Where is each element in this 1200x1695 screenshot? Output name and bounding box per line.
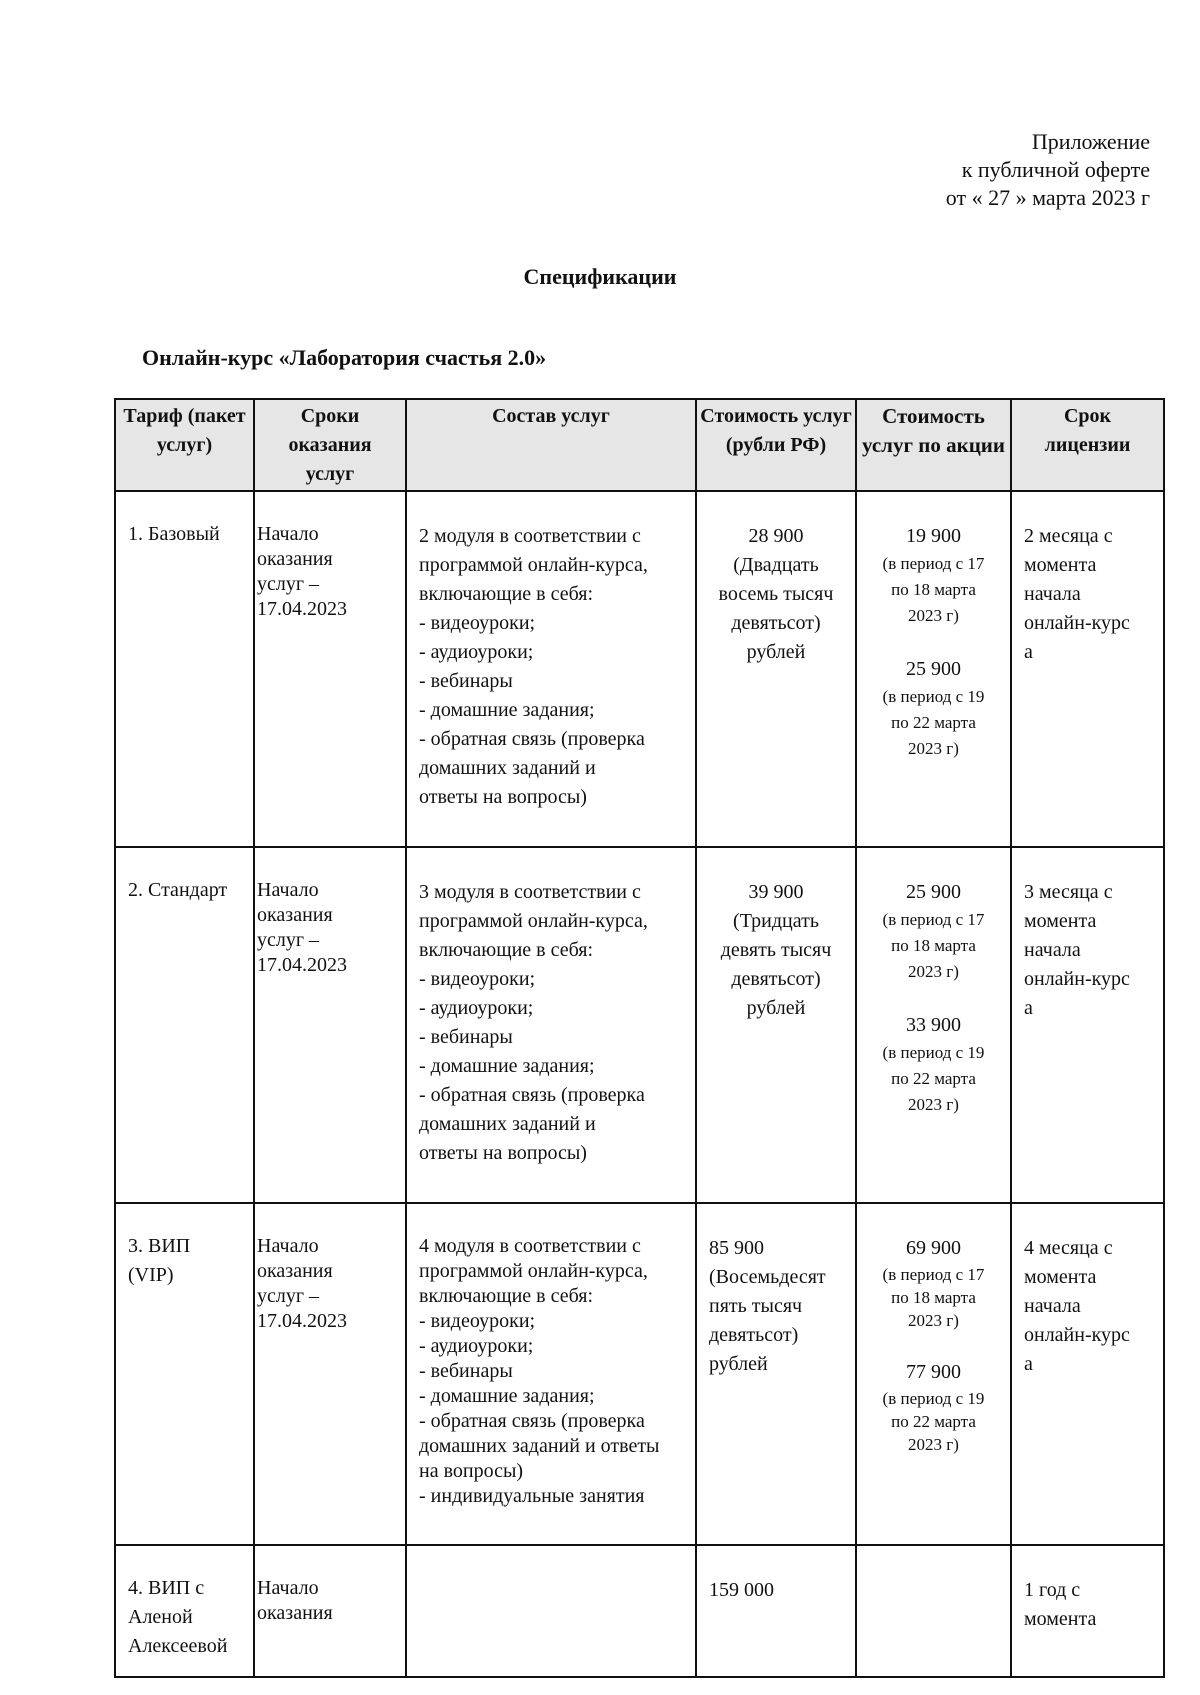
- promo-period-note: (в период с 17: [882, 910, 985, 929]
- promo-period-note: (в период с 19: [882, 1389, 985, 1408]
- promo-period-note: по 22 марта: [891, 713, 976, 732]
- service-item: включающие в себя:: [419, 939, 594, 961]
- license-text: начала: [1024, 1295, 1081, 1317]
- period-text: оказания: [257, 1260, 333, 1282]
- promo-period-note: (в период с 17: [882, 1265, 985, 1284]
- header-services: Состав услуг: [406, 399, 696, 491]
- table-row: [115, 491, 1164, 847]
- period-text: 17.04.2023: [257, 598, 347, 620]
- license-text: момента: [1024, 910, 1097, 932]
- price-text: 159 000: [709, 1579, 774, 1601]
- service-item: - аудиоуроки;: [419, 1335, 534, 1357]
- cell-price: [696, 1545, 856, 1677]
- price-text: восемь тысяч: [718, 583, 834, 605]
- cell-price: [696, 847, 856, 1203]
- price-text: 39 900: [748, 881, 804, 903]
- promo-period-note: по 18 марта: [891, 1288, 976, 1307]
- cell-promo-price: [856, 1203, 1011, 1545]
- promo-price-value: 33 900: [906, 1014, 961, 1036]
- promo-period-note: (в период с 17: [882, 554, 985, 573]
- cell-period: [254, 1545, 406, 1677]
- service-item: включающие в себя:: [419, 1285, 594, 1307]
- period-text: услуг –: [257, 929, 320, 951]
- cell-promo-price: [856, 847, 1011, 1203]
- license-text: а: [1024, 641, 1033, 663]
- price-text: девятьсот): [731, 968, 821, 990]
- promo-price-value: 77 900: [906, 1361, 961, 1383]
- promo-period-note: 2023 г): [908, 1435, 959, 1454]
- license-text: момента: [1024, 1608, 1097, 1630]
- period-text: услуг –: [257, 573, 320, 595]
- service-item: - индивидуальные занятия: [419, 1485, 645, 1507]
- license-text: начала: [1024, 939, 1081, 961]
- license-text: а: [1024, 1353, 1033, 1375]
- cell-period: [254, 1203, 406, 1545]
- promo-period-note: по 22 марта: [891, 1069, 976, 1088]
- license-text: онлайн-курс: [1024, 612, 1130, 634]
- price-text: девятьсот): [731, 612, 821, 634]
- promo-period-note: по 22 марта: [891, 1412, 976, 1431]
- tariff-text: 3. ВИП: [128, 1235, 191, 1257]
- promo-period-note: 2023 г): [908, 1311, 959, 1330]
- period-text: 17.04.2023: [257, 954, 347, 976]
- promo-spacer: [861, 1332, 1006, 1358]
- document-title: Спецификации: [523, 264, 677, 289]
- cell-license-term: [1011, 491, 1164, 847]
- period-text: 17.04.2023: [257, 1310, 347, 1332]
- cell-price: [696, 1203, 856, 1545]
- service-item: - видеоуроки;: [419, 968, 536, 990]
- service-item: - вебинары: [419, 1026, 513, 1048]
- service-item: 3 модуля в соответствии с: [419, 881, 641, 903]
- period-text: Начало: [257, 879, 319, 901]
- promo-period-note: 2023 г): [908, 962, 959, 981]
- service-item: 4 модуля в соответствии с: [419, 1235, 641, 1257]
- appendix-date: от « 27 » марта 2023 г: [945, 185, 1150, 210]
- table-row: [115, 847, 1164, 1203]
- tariff-text: 4. ВИП с: [128, 1577, 205, 1599]
- period-text: Начало: [257, 523, 319, 545]
- price-text: рублей: [746, 641, 806, 663]
- tariff-text: Алексеевой: [128, 1635, 228, 1657]
- service-item: на вопросы): [419, 1460, 524, 1482]
- period-text: Начало: [257, 1577, 319, 1599]
- service-item: - вебинары: [419, 1360, 513, 1382]
- appendix-line-2: к публичной оферте: [961, 157, 1150, 182]
- course-title: Онлайн-курс «Лаборатория счастья 2.0»: [142, 345, 547, 370]
- promo-period-note: 2023 г): [908, 606, 959, 625]
- service-item: - домашние задания;: [419, 1385, 595, 1407]
- cell-license-term: [1011, 847, 1164, 1203]
- service-item: программой онлайн-курса,: [419, 910, 648, 932]
- service-item: домашних заданий и ответы: [419, 1435, 660, 1457]
- price-text: (Восемьдесят: [709, 1266, 826, 1288]
- table-row: [115, 1203, 1164, 1545]
- tariff-text: Аленой: [128, 1606, 193, 1628]
- period-text: Начало: [257, 1235, 319, 1257]
- specification-table: [114, 398, 1165, 1678]
- header-tariff: Тариф (пакет услуг): [115, 399, 254, 491]
- price-text: пять тысяч: [709, 1295, 803, 1317]
- service-item: - домашние задания;: [419, 1055, 595, 1077]
- cell-tariff: [115, 1545, 254, 1677]
- cell-license-term: [1011, 1203, 1164, 1545]
- promo-spacer: [861, 985, 1006, 1011]
- price-text: девятьсот): [709, 1324, 799, 1346]
- service-item: - обратная связь (проверка: [419, 728, 645, 750]
- cell-tariff: [115, 1203, 254, 1545]
- license-text: 3 месяца с: [1024, 881, 1113, 903]
- tariff-text: 1. Базовый: [128, 523, 220, 545]
- cell-services: [406, 847, 696, 1203]
- cell-period: [254, 491, 406, 847]
- price-text: рублей: [746, 997, 806, 1019]
- price-text: (Тридцать: [733, 910, 819, 932]
- promo-price-value: 25 900: [906, 658, 961, 680]
- cell-promo-price: [856, 1545, 1011, 1677]
- service-item: включающие в себя:: [419, 583, 594, 605]
- service-item: домашних заданий и: [419, 1113, 596, 1135]
- price-text: девять тысяч: [720, 939, 832, 961]
- header-period: Сроки оказания услуг: [254, 399, 406, 491]
- cell-price: [696, 491, 856, 847]
- period-text: услуг –: [257, 1285, 320, 1307]
- license-text: онлайн-курс: [1024, 1324, 1130, 1346]
- service-item: - домашние задания;: [419, 699, 595, 721]
- cell-services: [406, 1203, 696, 1545]
- tariff-text: (VIP): [128, 1264, 174, 1286]
- period-text: оказания: [257, 1602, 333, 1624]
- cell-tariff: [115, 847, 254, 1203]
- cell-license-term: [1011, 1545, 1164, 1677]
- period-text: оказания: [257, 548, 333, 570]
- license-text: момента: [1024, 1266, 1097, 1288]
- cell-period: [254, 847, 406, 1203]
- cell-promo-price: [856, 491, 1011, 847]
- promo-period-note: по 18 марта: [891, 580, 976, 599]
- promo-price-value: 69 900: [906, 1237, 961, 1259]
- service-item: ответы на вопросы): [419, 1142, 587, 1164]
- header-promo-price: Стоимость услуг по акции: [856, 399, 1011, 491]
- price-text: 28 900: [748, 525, 804, 547]
- license-text: 4 месяца с: [1024, 1237, 1113, 1259]
- promo-period-note: по 18 марта: [891, 936, 976, 955]
- header-license-term: Срок лицензии: [1011, 399, 1164, 491]
- license-text: а: [1024, 997, 1033, 1019]
- service-item: - аудиоуроки;: [419, 641, 534, 663]
- service-item: домашних заданий и: [419, 757, 596, 779]
- service-item: - видеоуроки;: [419, 1310, 536, 1332]
- cell-tariff: [115, 491, 254, 847]
- service-item: 2 модуля в соответствии с: [419, 525, 641, 547]
- period-text: оказания: [257, 904, 333, 926]
- table-header-row: [115, 399, 1164, 491]
- tariff-text: 2. Стандарт: [128, 879, 228, 901]
- service-item: программой онлайн-курса,: [419, 1260, 648, 1282]
- appendix-line-1: Приложение: [1031, 129, 1150, 154]
- promo-period-note: (в период с 19: [882, 687, 985, 706]
- cell-services: [406, 1545, 696, 1677]
- service-item: - обратная связь (проверка: [419, 1084, 645, 1106]
- service-item: - аудиоуроки;: [419, 997, 534, 1019]
- service-item: - вебинары: [419, 670, 513, 692]
- promo-price-value: 25 900: [906, 881, 961, 903]
- promo-period-note: 2023 г): [908, 1095, 959, 1114]
- price-text: (Двадцать: [733, 554, 819, 576]
- promo-period-note: (в период с 19: [882, 1043, 985, 1062]
- price-text: рублей: [709, 1353, 768, 1375]
- header-price: Стоимость услуг (рубли РФ): [696, 399, 856, 491]
- license-text: 1 год с: [1024, 1579, 1081, 1601]
- license-text: 2 месяца с: [1024, 525, 1113, 547]
- promo-period-note: 2023 г): [908, 739, 959, 758]
- appendix-header: [946, 128, 1150, 212]
- table-row: [115, 1545, 1164, 1677]
- service-item: программой онлайн-курса,: [419, 554, 648, 576]
- service-item: - обратная связь (проверка: [419, 1410, 645, 1432]
- price-text: 85 900: [709, 1237, 764, 1259]
- promo-price-value: 19 900: [906, 525, 961, 547]
- service-item: - видеоуроки;: [419, 612, 536, 634]
- license-text: момента: [1024, 554, 1097, 576]
- service-item: ответы на вопросы): [419, 786, 587, 808]
- license-text: начала: [1024, 583, 1081, 605]
- license-text: онлайн-курс: [1024, 968, 1130, 990]
- promo-spacer: [861, 629, 1006, 655]
- cell-services: [406, 491, 696, 847]
